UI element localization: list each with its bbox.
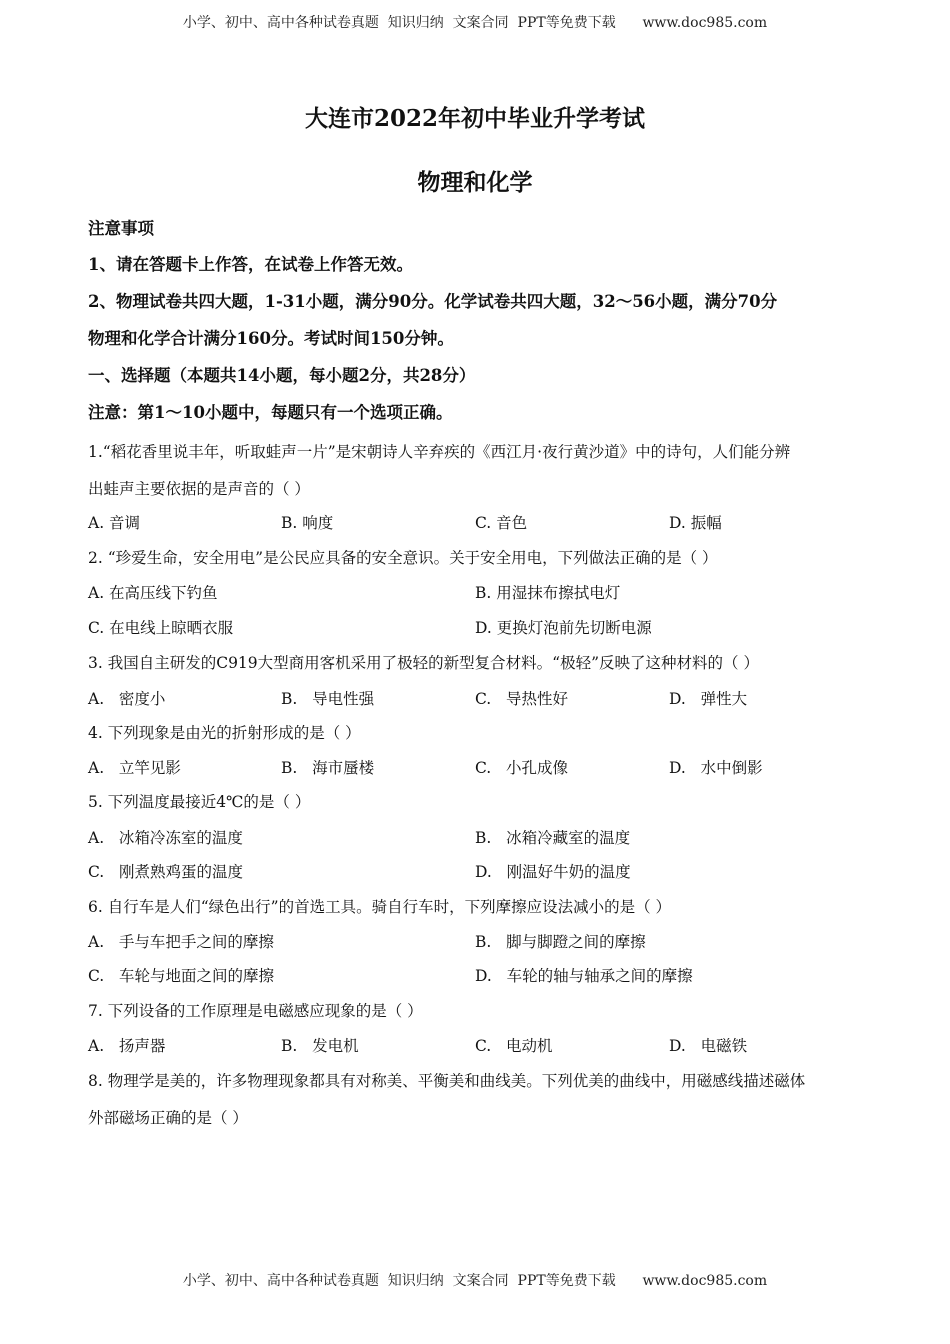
q5-option-c: C. 刚煮熟鸡蛋的温度 — [88, 863, 244, 881]
q3-option-b: B. 导电性强 — [281, 690, 375, 708]
q6-option-c: C. 车轮与地面之间的摩擦 — [88, 967, 275, 985]
section-note: 注意：第1～10小题中，每题只有一个选项正确。 — [88, 403, 453, 422]
q5-option-a: A. 冰箱冷冻室的温度 — [88, 829, 243, 847]
section-heading: 一、选择题（本题共14小题，每小题2分，共28分） — [88, 366, 476, 385]
page-footer: 小学、初中、高中各种试卷真题 知识归纳 文案合同 PPT等免费下载 www.doc985.com — [182, 1273, 768, 1289]
question-3-stem: 3. 我国自主研发的C919大型商用客机采用了极轻的新型复合材料。“极轻”反映了这种材料的（ ） — [88, 654, 759, 672]
question-2-stem: 2. “珍爱生命，安全用电”是公民应具备的安全意识。关于安全用电，下列做法正确的是（ ） — [88, 549, 718, 567]
exam-title: 大连市2022年初中毕业升学考试 — [304, 105, 645, 132]
q2-option-b: B. 用湿抹布擦拭电灯 — [475, 584, 621, 602]
q5-option-d: D. 刚温好牛奶的温度 — [475, 863, 631, 881]
q3-option-c: C. 导热性好 — [475, 690, 569, 708]
note-2-cont: 物理和化学合计满分160分。考试时间150分钟。 — [88, 329, 454, 348]
question-8-stem-cont: 外部磁场正确的是（ ） — [88, 1109, 248, 1127]
q3-option-a: A. 密度小 — [88, 690, 166, 708]
question-1-stem-cont: 出蛙声主要依据的是声音的（ ） — [88, 480, 310, 498]
q6-option-a: A. 手与车把手之间的摩擦 — [88, 933, 274, 951]
question-1-stem: 1.“稻花香里说丰年，听取蛙声一片”是宋朝诗人辛弃疾的《西江月·夜行黄沙道》中的诗句，人们能分辨 — [88, 443, 791, 461]
q6-option-d: D. 车轮的轴与轴承之间的摩擦 — [475, 967, 693, 985]
q5-option-b: B. 冰箱冷藏室的温度 — [475, 829, 631, 847]
q6-option-b: B. 脚与脚蹬之间的摩擦 — [475, 933, 646, 951]
q1-option-a: A. 音调 — [88, 514, 141, 532]
question-4-stem: 4. 下列现象是由光的折射形成的是（ ） — [88, 724, 361, 742]
q7-option-c: C. 电动机 — [475, 1037, 553, 1055]
question-7-stem: 7. 下列设备的工作原理是电磁感应现象的是（ ） — [88, 1002, 423, 1020]
q3-option-d: D. 弹性大 — [669, 690, 748, 708]
page-header: 小学、初中、高中各种试卷真题 知识归纳 文案合同 PPT等免费下载 www.doc985.com — [182, 15, 768, 31]
q4-option-d: D. 水中倒影 — [669, 759, 763, 777]
note-1: 1、请在答题卡上作答，在试卷上作答无效。 — [88, 255, 413, 274]
q4-option-c: C. 小孔成像 — [475, 759, 569, 777]
q1-option-d: D. 振幅 — [669, 514, 722, 532]
question-8-stem: 8. 物理学是美的，许多物理现象都具有对称美、平衡美和曲线美。下列优美的曲线中，用磁感线描述磁体 — [88, 1072, 806, 1090]
q7-option-d: D. 电磁铁 — [669, 1037, 748, 1055]
q4-option-b: B. 海市蜃楼 — [281, 759, 375, 777]
q7-option-a: A. 扬声器 — [88, 1037, 166, 1055]
note-2: 2、物理试卷共四大题，1-31小题，满分90分。化学试卷共四大题，32～56小题，满分70分 — [88, 292, 778, 311]
exam-subtitle: 物理和化学 — [417, 169, 533, 196]
question-6-stem: 6. 自行车是人们“绿色出行”的首选工具。骑自行车时，下列摩擦应设法减小的是（ ） — [88, 898, 671, 916]
q7-option-b: B. 发电机 — [281, 1037, 359, 1055]
q1-option-b: B. 响度 — [281, 514, 334, 532]
question-5-stem: 5. 下列温度最接近4℃的是（ ） — [88, 793, 311, 811]
q4-option-a: A. 立竿见影 — [88, 759, 181, 777]
q2-option-c: C. 在电线上晾晒衣服 — [88, 619, 234, 637]
q1-option-c: C. 音色 — [475, 514, 528, 532]
q2-option-a: A. 在高压线下钓鱼 — [88, 584, 218, 602]
notes-heading: 注意事项 — [88, 219, 154, 238]
q2-option-d: D. 更换灯泡前先切断电源 — [475, 619, 652, 637]
